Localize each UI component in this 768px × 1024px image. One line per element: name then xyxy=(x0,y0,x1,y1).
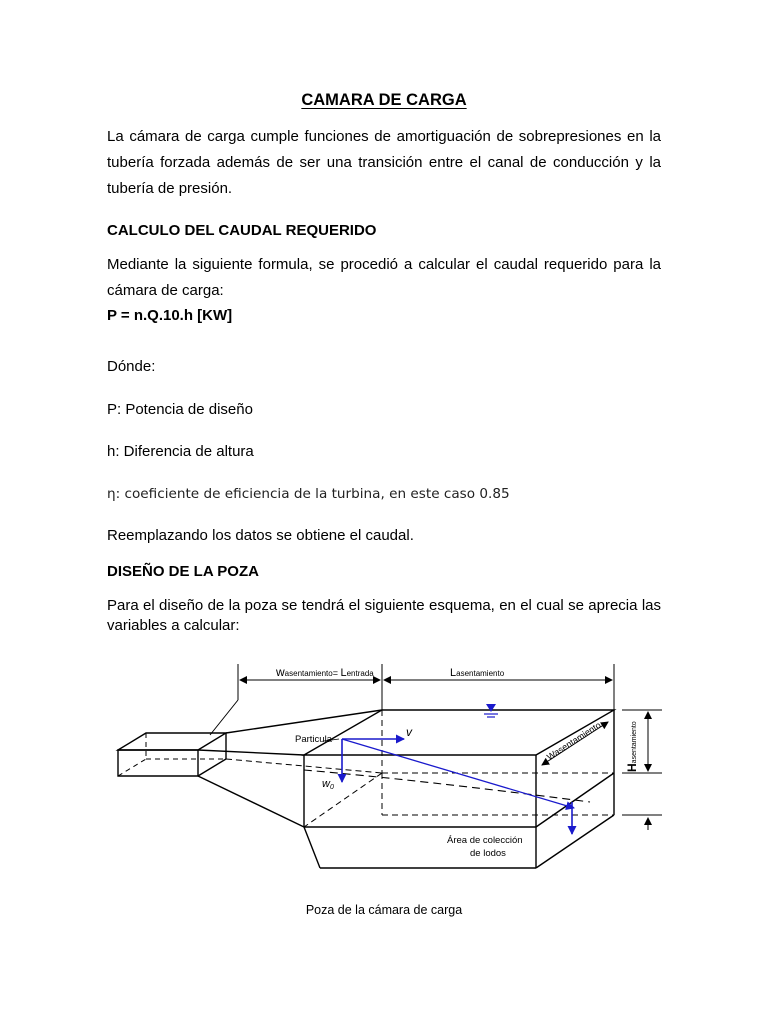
label-wasentamiento-diag: Wasentamiento xyxy=(545,719,603,763)
section-heading-poza: DISEÑO DE LA POZA xyxy=(107,563,259,580)
intro-paragraph xyxy=(107,124,661,202)
inlet-channel xyxy=(118,733,226,776)
intro-line: tubería forzada además de ser una transición entre el canal de conducción y la xyxy=(107,154,661,171)
label-area-coleccion: Área de colección xyxy=(447,835,523,846)
diagram-labels xyxy=(295,725,523,859)
definition-p: P: Potencia de diseño xyxy=(107,401,253,418)
label-l-asentamiento: Lasentamiento xyxy=(450,667,505,679)
poza-diagram xyxy=(0,640,768,890)
definition-eta: η: coeficiente de eficiencia de la turbina, en este caso 0.85 xyxy=(107,486,510,502)
formula-intro-paragraph xyxy=(107,252,661,304)
formula-intro-line: cámara de carga: xyxy=(107,282,224,299)
formula-intro-line: Mediante la siguiente formula, se procedió a calcular el caudal requerido para la xyxy=(107,256,661,273)
design-line: variables a calcular: xyxy=(107,617,240,634)
dimension-lines xyxy=(210,664,662,830)
page-title: CAMARA DE CARGA xyxy=(301,91,467,109)
figure-caption: Poza de la cámara de carga xyxy=(305,903,463,917)
replacement-text: Reemplazando los datos se obtiene el caudal. xyxy=(107,527,414,544)
section-heading-caudal: CALCULO DEL CAUDAL REQUERIDO xyxy=(107,222,377,239)
label-particula: Particula xyxy=(295,734,332,745)
label-w0: w0 xyxy=(322,778,334,791)
svg-text:Hasentamiento: Hasentamiento xyxy=(625,721,639,772)
transition-section xyxy=(198,710,382,827)
label-de-lodos: de lodos xyxy=(470,848,506,859)
label-w-entrada: wasentamiento= Lentrada xyxy=(276,665,374,679)
design-paragraph xyxy=(107,596,661,636)
label-h-asentamiento xyxy=(625,721,639,772)
dimension-labels xyxy=(275,665,639,772)
design-line: Para el diseño de la poza se tendrá el siguiente esquema, en el cual se aprecia las xyxy=(107,597,661,614)
intro-line: tubería de presión. xyxy=(107,180,233,197)
where-label: Dónde: xyxy=(107,358,156,375)
label-v: v xyxy=(406,725,412,739)
definition-h: h: Diferencia de altura xyxy=(107,443,254,460)
formula: P = n.Q.10.h [KW] xyxy=(107,307,233,324)
intro-line: La cámara de carga cumple funciones de amortiguación de sobrepresiones en la xyxy=(107,128,661,145)
wasentamiento-dimension xyxy=(542,720,608,765)
